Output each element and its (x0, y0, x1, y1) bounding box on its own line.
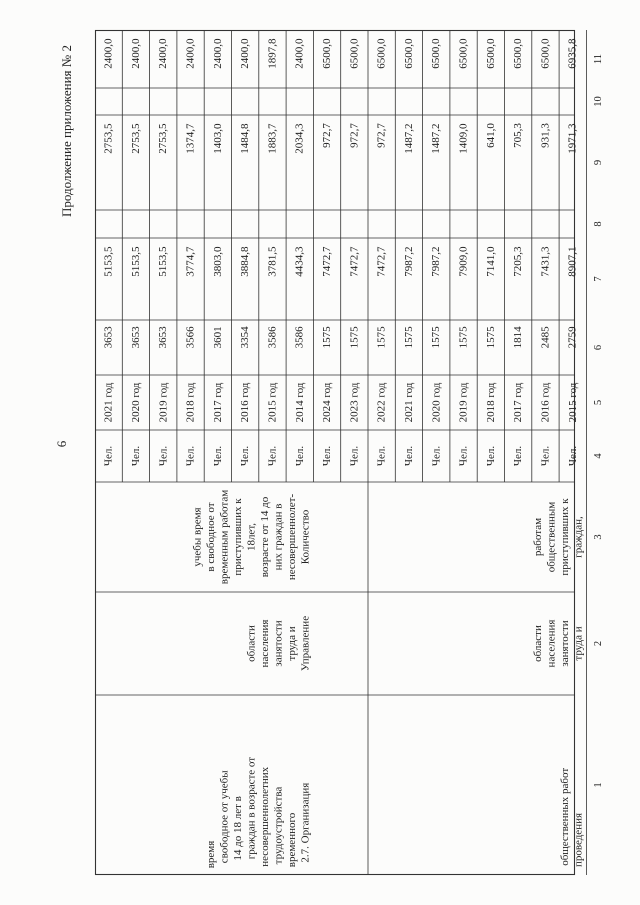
group-col3-line: приступивших к (231, 498, 244, 576)
cell-c11: 6500,0 (484, 38, 497, 69)
cell-year: 2014 год (293, 382, 306, 423)
cell-unit: Чел. (430, 445, 443, 467)
group-col3-line: учебы время (191, 507, 204, 567)
cell-c11: 6500,0 (457, 38, 470, 69)
cell-unit: Чел. (239, 445, 252, 467)
cell-year: 2024 год (321, 382, 334, 423)
data-table (95, 30, 604, 875)
cell-unit: Чел. (157, 445, 170, 467)
group-col1-line: время (204, 840, 217, 869)
cell-unit: Чел. (293, 445, 306, 467)
column-number-header: 8 (592, 221, 604, 227)
cell-unit: Чел. (457, 445, 470, 467)
cell-c6: 1575 (402, 326, 415, 349)
column-number-header: 7 (592, 276, 604, 282)
cell-c11: 2400,0 (184, 38, 197, 69)
cell-c6: 3653 (157, 326, 170, 349)
cell-year: 2018 год (484, 382, 497, 423)
cell-c9: 1374,7 (184, 123, 197, 154)
cell-c9: 972,7 (375, 123, 388, 148)
cell-c6: 1814 (512, 326, 525, 349)
cell-c7: 5153,5 (129, 246, 142, 277)
column-number-header: 3 (592, 534, 604, 540)
cell-c7: 3781,5 (266, 246, 279, 277)
cell-c7: 5153,5 (157, 246, 170, 277)
cell-unit: Чел. (129, 445, 142, 467)
cell-c7: 7472,7 (375, 246, 388, 277)
cell-unit: Чел. (539, 445, 552, 467)
cell-year: 2019 год (157, 382, 170, 423)
cell-c7: 3774,7 (184, 246, 197, 277)
cell-c9: 705,3 (512, 123, 525, 148)
group-col2-line: труда и (285, 626, 298, 661)
cell-c9: 2753,5 (129, 123, 142, 154)
cell-year: 2017 год (512, 382, 525, 423)
cell-c6: 2485 (539, 326, 552, 349)
cell-unit: Чел. (348, 445, 361, 467)
group-col1-line: проведения (572, 812, 585, 868)
cell-c6: 1575 (484, 326, 497, 349)
cell-unit: Чел. (566, 445, 579, 467)
cell-c9: 1403,0 (211, 123, 224, 154)
column-number-header: 11 (592, 53, 604, 65)
group-col3-line: Количество (299, 509, 312, 565)
cell-year: 2022 год (375, 382, 388, 423)
group-col2-line: области (245, 625, 258, 662)
cell-c6: 1575 (375, 326, 388, 349)
cell-c11: 2400,0 (129, 38, 142, 69)
cell-c6: 3354 (239, 326, 252, 349)
cell-c9: 972,7 (348, 123, 361, 148)
cell-c7: 3803,0 (211, 246, 224, 277)
cell-year: 2016 год (239, 382, 252, 423)
cell-c11: 2400,0 (211, 38, 224, 69)
group-col2-line: Управление (299, 615, 312, 672)
cell-c9: 1484,8 (239, 123, 252, 154)
cell-year: 2015 год (266, 382, 279, 423)
cell-c11: 6500,0 (430, 38, 443, 69)
cell-unit: Чел. (375, 445, 388, 467)
appendix-continuation-caption: Продолжение приложения № 2 (59, 45, 74, 217)
group-col3-line: временным работам (218, 489, 231, 585)
cell-c11: 1897,8 (266, 38, 279, 69)
group-col2-line: занятости (558, 620, 571, 667)
cell-c9: 931,3 (539, 123, 552, 148)
cell-c6: 1575 (457, 326, 470, 349)
group-col2-line: труда и (572, 626, 585, 661)
cell-unit: Чел. (266, 445, 279, 467)
cell-c7: 7909,0 (457, 246, 470, 277)
cell-c9: 2753,5 (157, 123, 170, 154)
group-col1-line: 14 до 18 лет в (231, 796, 244, 861)
group-col3-line: возрасте от 14 до (258, 496, 271, 578)
cell-c9: 2034,3 (293, 123, 306, 154)
cell-c11: 6935,8 (566, 38, 579, 69)
cell-c9: 1409,0 (457, 123, 470, 154)
cell-c6: 1575 (348, 326, 361, 349)
cell-c6: 3653 (129, 326, 142, 349)
cell-c6: 1575 (430, 326, 443, 349)
cell-c7: 7431,3 (539, 246, 552, 277)
cell-c9: 1487,2 (430, 123, 443, 154)
group-col3-line: граждан, (572, 516, 585, 558)
cell-unit: Чел. (512, 445, 525, 467)
group-col1-line: общественных работ (558, 767, 571, 866)
cell-c6: 1575 (321, 326, 334, 349)
cell-unit: Чел. (211, 445, 224, 467)
column-number-header: 9 (592, 159, 604, 166)
cell-year: 2023 год (348, 382, 361, 423)
cell-year: 2021 год (102, 382, 115, 423)
cell-c9: 1971,3 (566, 123, 579, 154)
cell-c11: 6500,0 (321, 38, 334, 69)
cell-c6: 3566 (184, 326, 197, 349)
group-col1-line: несовершеннолетних (258, 766, 271, 867)
group-col1-line: 2.7. Организация (299, 782, 312, 863)
cell-c11: 2400,0 (157, 38, 170, 69)
cell-c11: 2400,0 (293, 38, 306, 69)
cell-c7: 4434,3 (293, 246, 306, 277)
group-col1-line: граждан в возрасте от (245, 756, 258, 860)
cell-year: 2020 год (430, 382, 443, 423)
cell-c11: 2400,0 (239, 38, 252, 69)
cell-c7: 7472,7 (348, 246, 361, 277)
cell-c7: 7987,2 (430, 246, 443, 277)
cell-c11: 6500,0 (375, 38, 388, 69)
cell-c7: 7141,0 (484, 246, 497, 277)
cell-c11: 6500,0 (402, 38, 415, 69)
group-col1-line: трудоустройства (272, 786, 285, 865)
cell-c9: 1487,2 (402, 123, 415, 154)
cell-year: 2019 год (457, 382, 470, 423)
cell-unit: Чел. (102, 445, 115, 467)
data-table-grid (95, 30, 604, 875)
column-number-header: 1 (592, 782, 604, 788)
group-col3-line: работам (531, 517, 544, 557)
cell-c11: 6500,0 (539, 38, 552, 69)
cell-c7: 7472,7 (321, 246, 334, 277)
group-col2-line: населения (545, 619, 558, 668)
cell-year: 2017 год (211, 382, 224, 423)
cell-c7: 7987,2 (402, 246, 415, 277)
group-col3-line: несовершеннолет- (285, 493, 298, 581)
cell-c6: 3586 (266, 326, 279, 349)
group-col2-line: населения (258, 619, 271, 668)
column-number-header: 4 (592, 453, 604, 459)
cell-c6: 3586 (293, 326, 306, 349)
cell-year: 2016 год (539, 382, 552, 423)
cell-c6: 2759 (566, 326, 579, 349)
page-number: 6 (54, 440, 69, 448)
cell-unit: Чел. (184, 445, 197, 467)
cell-c11: 6500,0 (512, 38, 525, 69)
cell-year: 2018 год (184, 382, 197, 423)
group-col3-line: в свободное от (204, 502, 217, 572)
group-col1-line: свободное от учебы (218, 770, 231, 864)
cell-c7: 3884,8 (239, 246, 252, 277)
cell-unit: Чел. (321, 445, 334, 467)
column-number-header: 2 (592, 640, 604, 647)
cell-c6: 3653 (102, 326, 115, 349)
cell-c6: 3601 (211, 326, 224, 349)
group-col3-line: приступивших к (558, 498, 571, 576)
cell-c7: 8907,1 (566, 246, 579, 277)
group-col3-line: общественным (545, 501, 558, 573)
group-col3-line: 18лет, (245, 522, 258, 552)
column-number-header: 5 (592, 399, 604, 406)
cell-unit: Чел. (484, 445, 497, 467)
group-col2-line: области (531, 625, 544, 662)
cell-year: 2020 год (129, 382, 142, 423)
group-col1-line: временного (285, 812, 298, 868)
cell-year: 2015 год (566, 382, 579, 423)
column-number-header: 6 (592, 344, 604, 351)
cell-c7: 7205,3 (512, 246, 525, 277)
cell-c11: 2400,0 (102, 38, 115, 69)
cell-c9: 1883,7 (266, 123, 279, 154)
cell-c9: 2753,5 (102, 123, 115, 154)
group-col2-line: занятости (272, 620, 285, 667)
cell-c7: 5153,5 (102, 246, 115, 277)
cell-c11: 6500,0 (348, 38, 361, 69)
cell-year: 2021 год (402, 382, 415, 423)
column-number-header: 10 (592, 96, 604, 107)
cell-c9: 972,7 (321, 123, 334, 148)
cell-c9: 641,0 (484, 123, 497, 148)
group-col3-line: них граждан в (272, 503, 285, 571)
cell-unit: Чел. (402, 445, 415, 467)
